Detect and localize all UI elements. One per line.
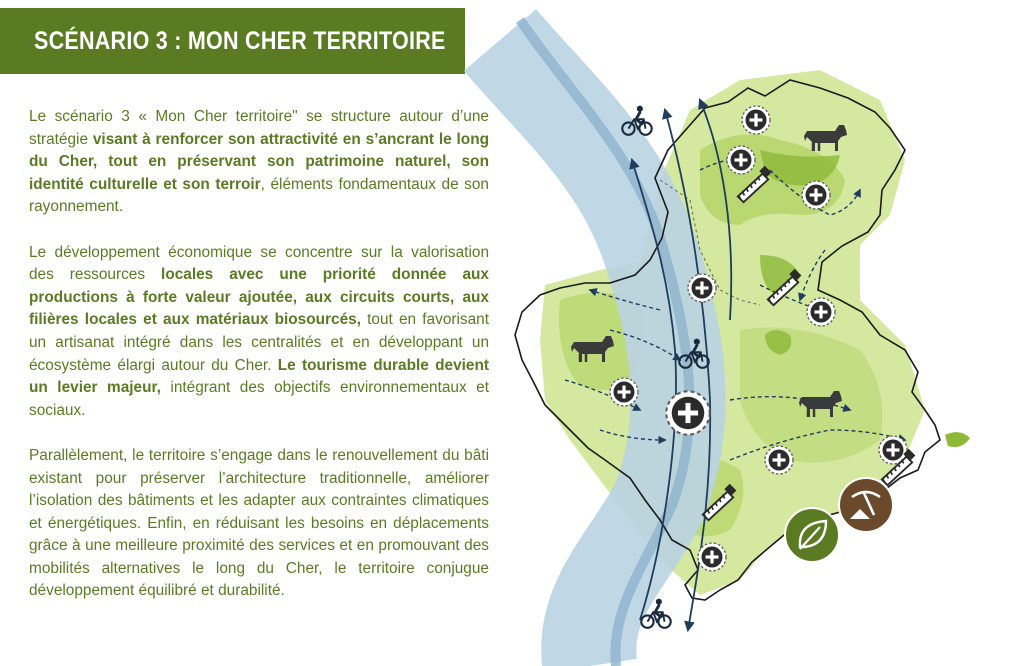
plus-circle-icon-1 bbox=[742, 106, 770, 134]
bold-text: Le tourisme durable devient un levier majeur, bbox=[29, 356, 489, 397]
plus-circle-icon-9-glyph bbox=[698, 543, 726, 571]
plus-circle-icon-central bbox=[666, 391, 709, 434]
text-run: , éléments fondamentaux de son rayonnement. bbox=[29, 175, 489, 216]
plus-circle-icon-7-glyph bbox=[765, 446, 793, 474]
plus-circle-icon-4-glyph bbox=[688, 274, 716, 302]
plus-circle-icon-2 bbox=[727, 146, 755, 174]
text-run: tout en favorisant un artisanat intégré dans les centralités et en développant un écosystème élargi autour du Cher. bbox=[29, 311, 490, 374]
plus-circle-icon-4 bbox=[688, 274, 716, 302]
plus-circle-icon-central-glyph bbox=[666, 391, 709, 434]
plus-circle-icon-2-glyph bbox=[727, 146, 755, 174]
bold-text: locales avec une priorité donnée aux productions à forte valeur ajoutée, aux circuits courts, aux filières locales et aux matériaux biosourcés, bbox=[29, 266, 489, 329]
text-run: Parallèlement, le territoire s’engage dans le renouvellement du bâti existant pour préserver l’architecture traditionnelle, améliorer l’isolation des bâtiments et les adapter aux contraintes climatiques et énergétiques. Enfin, en réduisant les besoins en déplacements grâce à une meilleure proximité des services et en promouvant des mobilités alternatives le long du Cher, le territoire conjugue développement équilibré et durabilité. bbox=[29, 446, 489, 600]
text-run: Le développement économique se concentre sur la valorisation des ressources bbox=[29, 243, 489, 284]
leaf-badge bbox=[785, 508, 839, 562]
text-run: Le scénario 3 « Mon Cher territoire" se structure autour d’une stratégie bbox=[29, 108, 489, 148]
plus-circle-icon-5-glyph bbox=[807, 298, 835, 326]
plus-circle-icon-6 bbox=[610, 378, 638, 406]
plus-circle-icon-9 bbox=[698, 543, 726, 571]
mining-badge-circle bbox=[839, 478, 893, 532]
green-zone-islet bbox=[945, 432, 970, 447]
plus-circle-icon-1-glyph bbox=[742, 106, 770, 134]
plus-circle-icon-5 bbox=[807, 298, 835, 326]
plus-circle-icon-6-glyph bbox=[610, 378, 638, 406]
mining-badge bbox=[839, 478, 893, 532]
plus-circle-icon-3-glyph bbox=[802, 181, 830, 209]
plus-circle-icon-3 bbox=[802, 181, 830, 209]
plus-circle-icon-7 bbox=[765, 446, 793, 474]
page-title: SCÉNARIO 3 : MON CHER TERRITOIRE bbox=[34, 26, 446, 55]
text-run: intégrant des objectifs environnementaux et sociaux. bbox=[29, 379, 489, 419]
bold-text: visant à renforcer son attractivité en s’ancrant le long du Cher, tout en préservant son patrimoine naturel, son identité culturelle et son terroir bbox=[29, 130, 489, 193]
